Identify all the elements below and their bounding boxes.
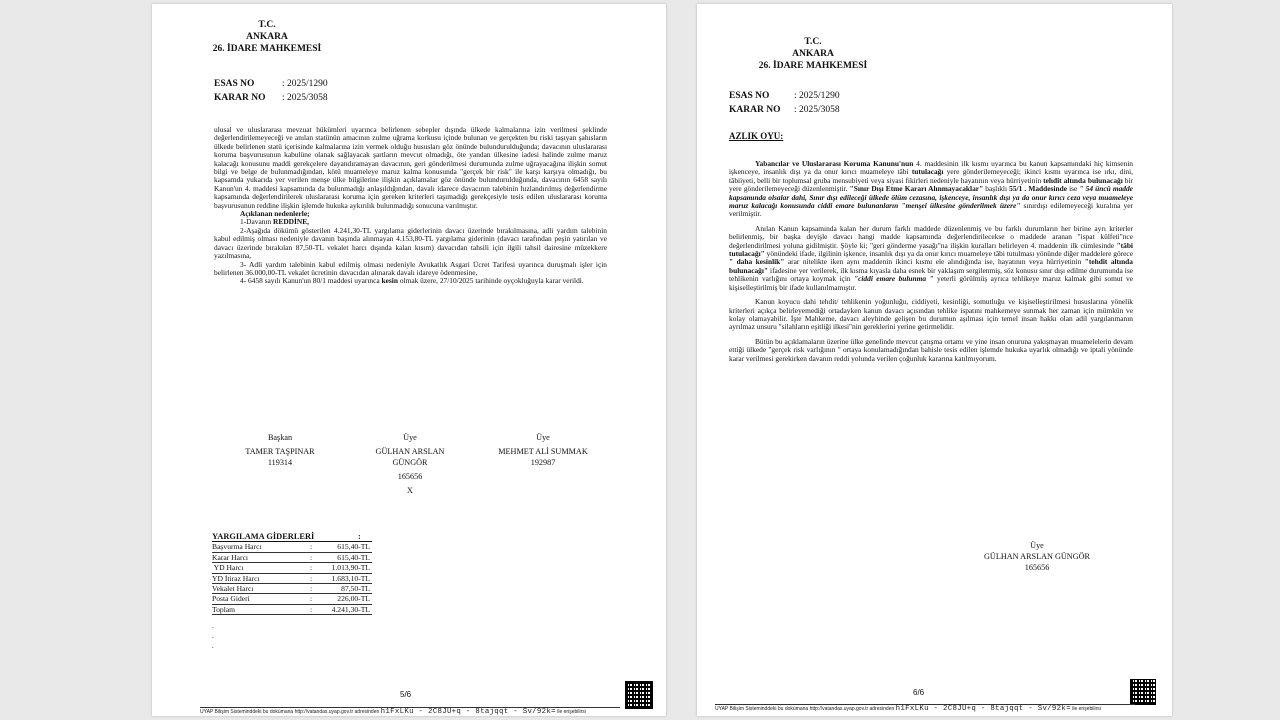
cost-row: YD Harcı : 1.013,90-TL: [212, 563, 370, 573]
qr-code-icon: [626, 682, 652, 708]
footer-verification: UYAP Bilişim Sisteminddeki bu dokümana http://vatandas.uyap.gov.tr adresinden h1FxLKu - 2C8JU+q - 8tajqqt - Sv/92k= ile erişebilirsi: [200, 708, 586, 716]
header-court: 26. İDARE MAHKEMESİ: [212, 44, 322, 54]
dot-marks: . . .: [212, 622, 214, 651]
esas-value: : 2025/1290: [282, 79, 328, 89]
karar-label: KARAR NO: [729, 105, 781, 115]
signature-name: GÜLHAN ARSLAN GÜNGÖR: [984, 552, 1090, 561]
case-numbers: [729, 89, 840, 117]
dissent-paragraph-2: Anılan Kanun kapsamında kalan her durum farklı maddede düzenlenmiş ve bu farklı durumların her birine ayrı kriterler belirlenmiş, bir başka deyişle davacı hangi madde kapsamında değerlendirilecekse o maddede aranan "ispat külfeti"nce değerlendirilmesi yoluna gidilmiştir. Şöyle ki; "geri gönderme yasağı"na ilişkin kuralları belirleyen 4. maddenin ilk cümlesinde "tâbi tutulacağı" yönündeki ifade, ilgilinin işkence, insanlık dışı ya da onur kırıcı muameleye tâbi tutulması yönünde diğer maddelere görece " daha kesinlik" arar nitelikte iken aynı maddenin ikinci kısmı ele alındığında ise, hayatının veya hürriyetinin "tehdit altında bulunacağı" ifadesine yer verilerek, ilk kısma kıyasla daha esnek bir yaklaşım sergilenmiş, söz konusu sınır dışı edilme durumunda ise tehlikenin varlığını ortaya koymak için "ciddi emare bulunma " yeterli görülmüş ayrıca tehlikeye maruz kalmak gibi somut ve kişiselleştirilmiş bir ifade kullanılmamıştır.: [729, 223, 1133, 292]
karar-label: KARAR NO: [214, 93, 266, 103]
esas-label: ESAS NO: [729, 91, 770, 101]
document-page-6: [697, 4, 1172, 716]
signature-member-2: [478, 432, 608, 468]
court-header: [738, 36, 888, 72]
court-header: [192, 19, 342, 55]
costs-table: [212, 532, 372, 651]
header-tc: T.C.: [804, 37, 822, 47]
header-court: 26. İDARE MAHKEMESİ: [758, 61, 868, 71]
aciklanan-heading: Açıklanan nedenlerle;: [240, 209, 310, 219]
signature-role: Başkan: [267, 433, 293, 442]
costs-title: YARGILAMA GİDERLERİ: [212, 532, 315, 541]
dissent-body: [729, 160, 1133, 363]
signature-name: MEHMET ALİ SUMMAK: [498, 447, 588, 456]
signature-member-1: [352, 432, 468, 496]
ruling-item-1: 1-Davanın REDDİNE,: [240, 217, 309, 227]
cost-row: Başvurma Harcı : 615,40-TL: [212, 542, 370, 552]
signature-name: TAMER TAŞPINAR: [245, 447, 315, 456]
cost-row: Vekalet Harcı : 87,50-TL: [212, 584, 370, 594]
karar-value: : 2025/3058: [794, 105, 840, 115]
case-numbers: [214, 77, 328, 105]
decision-body: [214, 126, 607, 286]
cost-row: YD İtiraz Harcı : 1.683,10-TL: [212, 573, 370, 583]
ruling-item-4: 4- 6458 sayılı Kanun'un 80/1 maddesi uyarınca kesin olmak üzere, 27/10/2025 tarihinde oyçokluğuyla karar verildi.: [240, 276, 584, 286]
signature-id: 165656: [397, 472, 423, 481]
ruling-item-3: 3- Adli yardım talebinin kabul edilmiş olması nedeniyle Avukatlık Asgari Ücret Tarifesi uyarınca duruşmalı işler için belirlenen 36.000,00-TL vekalet ücretinin davacıdan alınarak davalı idareye ödenmesine,: [214, 259, 607, 277]
signature-president: [222, 432, 338, 468]
document-page-5: [152, 4, 666, 716]
cost-row: Posta Gideri : 226,00-TL: [212, 594, 370, 604]
dissent-signature: [967, 540, 1107, 573]
qr-code-icon: [1131, 680, 1155, 704]
signature-name: GÜLHAN ARSLAN: [375, 447, 445, 456]
cost-row: Karar Harcı : 615,40-TL: [212, 552, 370, 562]
signature-id: 119314: [267, 458, 293, 467]
dissent-mark: X: [407, 486, 413, 495]
header-city: ANKARA: [246, 32, 288, 42]
costs-title-row: YARGILAMA GİDERLERİ :: [212, 532, 372, 542]
signature-role: Üye: [403, 433, 417, 442]
ruling-item-2: 2-Aşağıda dökümü gösterilen 4.241,30-TL yargılama giderlerinin davacı üzerinde bırakılmasına, adli yardım talebinin kabul edilmiş olması nedeniyle davanın başında alınmayan 4.153,80-TL yargılama giderinin (davacı tarafından peşin yatırılan ve davacı üzerinde bırakılan 87,50-TL vekalet harcı dışında kalan kısım) davacıdan tahsili için ilgili tahsil dairesine müzekkere yazılmasına,: [214, 225, 607, 261]
dissent-paragraph-4: Bütün bu açıklamaların üzerine ülke genelinde mevcut çatışma ortamı ve yine insan onuruna yakışmayan muamelelerin devam ettiği ülkede "gerçek risk varlığının " ortaya konulamadığından bahisle tesis edilen işlemde hukuka uyarlık olmadığı ve iptali yönünde karar verilmesi gerekirken davanın reddi yolunda verilen çoğunluk kararına katılmıyorum.: [729, 336, 1133, 363]
page-number: 6/6: [913, 688, 925, 697]
cost-total-row: Toplam : 4.241,30-TL: [212, 604, 370, 614]
dissent-paragraph-3: Kanun koyucu dahi tehdit/ tehlikenin yoğunluğu, ciddiyeti, kesinliği, somutluğu ve kişiselleştirilmesi hususlarına yönelik kriterleri açıkça belirleyemediği ortadayken kanun davacı açısından tehlike ispatını mahkemeye sunmak her zaman için mümkün ve kolay olamayabilir. İşte Mahkeme, davacı aleyhinde gelişen bu durumun aşılması için temel insan hakkı olan adil yargılanmanın ayrılmaz unsuru "silahların eşitliği ilkesi"nin gereklerini yerine getirmelidir.: [729, 297, 1133, 332]
karar-value: : 2025/3058: [282, 93, 328, 103]
header-tc: T.C.: [258, 20, 276, 30]
page-number: 5/6: [400, 690, 412, 699]
signature-id: 192987: [530, 458, 556, 467]
body-paragraph: ulusal ve uluslararası mevzuat hükümleri uyarınca belirlenen sebepler dışında ülkede kalmalarına izin verilmesi şeklinde değerlendirilemeyeceği ve anılan statünün amacının zulme uğrama korkusu içinde bulunan ve gerçekten bu riski taşıyan şahısların ülkede belirlenen statü içerisinde kalmalarına izin vermek olduğu hususları göz önünde bulundurulduğunda; davacının uluslararası koruma başvurusunun kabulüne olanak sağlayacak şartların mevcut olmadığı, öte yandan ülkesine iadesi halinde zulme maruz kalacağı konusunu maddi gerekçelere dayandıramayan davacının, geri gönderilmesi durumunda zulme uğrayacağına ilişkin somut bilgi ve belge de bulunmadığından, kötü muameleye maruz kalma konusunda "gerçek bir risk" ile karşı karşıya olmadığı, bu kapsamda yukarıda yer verilen menşe ülke bilgilerine ilişkin açıklamalar göz önünde bulundurulduğunda, davacının 6458 sayılı Kanun'un 4. maddesi kapsamında da bulunmadığı anlaşıldığından, davalı idarece davacının talebinin hızlandırılmış değerlendirme kapsamında değerlendirilerek uluslararası koruma için gereken kriterleri taşımadığı gerekçesiyle tesis edilen uluslararası koruma başvurusunun reddine ilişkin işlemde hukuka aykırılık bulunmadığı sonucuna varılmıştır.: [214, 125, 607, 210]
esas-label: ESAS NO: [214, 79, 255, 89]
esas-value: : 2025/1290: [794, 91, 840, 101]
header-city: ANKARA: [792, 49, 834, 59]
signature-role: Üye: [1030, 541, 1044, 550]
signature-id: 165656: [1024, 563, 1050, 572]
signature-role: Üye: [536, 433, 550, 442]
section-title: AZLIK OYU:: [729, 131, 784, 141]
signature-name-cont: GÜNGÖR: [392, 458, 428, 467]
dissent-paragraph-1: Yabancılar ve Uluslararası Koruma Kanunu'nun 4. maddesinin ilk kısmı uyarınca bu kanun kapsamındaki hiç kimsenin işkenceye, insanlık dışı ya da onur kırıcı muameleye tâbi tutulacağı yere gönderilemeyeceği; ikinci kısmı uyarınca ise ırkı, dini, tâbiiyeti, belli bir toplumsal gruba mensubiyeti veya siyasi fikirleri nedeniyle hayatının veya hürriyetinin tehdit altında bulunacağı bir yere gönderilemeyeceği düzenlenmiştir. "Sınır Dışı Etme Kararı Alınmayacaklar" başlıklı 55/1 . Maddesinde ise " 54 üncü madde kapsamında olsalar dahi, Sınır dışı edileceği ülkede ölüm cezasına, işkenceye, insanlık dışı ya da onur kırıcı ceza veya muameleye maruz kalacağı konusunda ciddi emare bulunanların "menşei ülkesine gönderilmek üzere" sınırdışı edilemeyeceği kuralına yer verilmiştir.: [729, 159, 1134, 219]
footer-verification: UYAP Bilişim Sisteminddeki bu dokümana http://vatandas.uyap.gov.tr adresinden h1FxLKu - 2C8JU+q - 8tajqqt - Sv/92k= ile erişebilirsi: [715, 705, 1101, 713]
